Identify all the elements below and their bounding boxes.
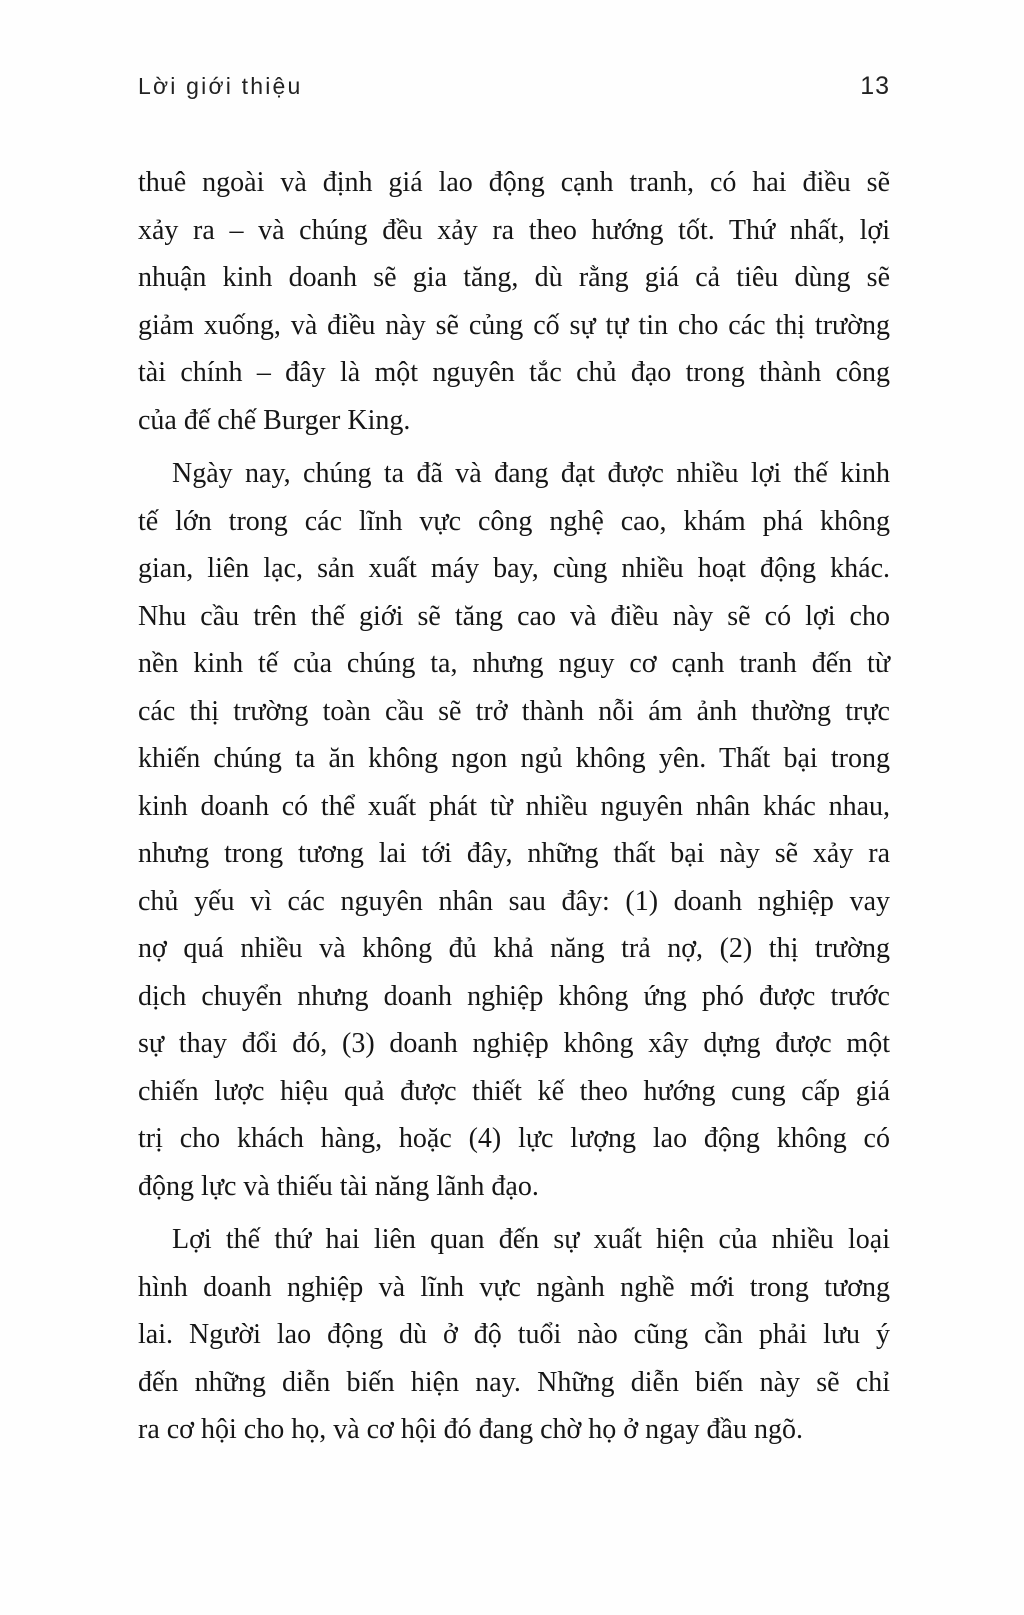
text-line: dịch chuyển nhưng doanh nghiệp không ứng phó được trước [138, 980, 890, 1012]
text-line: của đế chế Burger King. [138, 404, 411, 436]
text-line: tế lớn trong các lĩnh vực công nghệ cao, khám phá không [138, 505, 890, 537]
text-line: Nhu cầu trên thế giới sẽ tăng cao và điều này sẽ có lợi cho [138, 600, 890, 632]
text-line: chiến lược hiệu quả được thiết kế theo hướng cung cấp giá [138, 1075, 890, 1107]
paragraph [138, 450, 890, 1210]
page-header [138, 72, 890, 101]
text-line: trị cho khách hàng, hoặc (4) lực lượng lao động không có [138, 1123, 890, 1154]
paragraph [138, 159, 890, 444]
text-line: các thị trường toàn cầu sẽ trở thành nỗi ám ảnh thường trực [138, 695, 890, 727]
text-line: thuê ngoài và định giá lao động cạnh tranh, có hai điều sẽ [138, 167, 890, 198]
paragraph [138, 1216, 890, 1454]
text-line: ra cơ hội cho họ, và cơ hội đó đang chờ họ ở ngay đầu ngõ. [138, 1414, 803, 1445]
text-line: đến những diễn biến hiện nay. Những diễn biến này sẽ chỉ [138, 1366, 890, 1398]
text-line: xảy ra – và chúng đều xảy ra theo hướng tốt. Thứ nhất, lợi [138, 214, 890, 246]
text-line: gian, liên lạc, sản xuất máy bay, cùng nhiều hoạt động khác. [138, 553, 890, 584]
text-line: nhuận kinh doanh sẽ gia tăng, dù rằng giá cả tiêu dùng sẽ [138, 262, 890, 293]
text-line: lai. Người lao động dù ở độ tuổi nào cũng cần phải lưu ý [138, 1319, 890, 1350]
text-line: động lực và thiếu tài năng lãnh đạo. [138, 1170, 539, 1202]
text-line: chủ yếu vì các nguyên nhân sau đây: (1) doanh nghiệp vay [138, 885, 890, 917]
text-line: khiến chúng ta ăn không ngon ngủ không yên. Thất bại trong [138, 743, 890, 774]
text-line: hình doanh nghiệp và lĩnh vực ngành nghề mới trong tương [138, 1271, 890, 1303]
text-line: tài chính – đây là một nguyên tắc chủ đạo trong thành công [138, 357, 890, 388]
text-line: Lợi thế thứ hai liên quan đến sự xuất hiện của nhiều loại [172, 1224, 890, 1255]
text-line: nền kinh tế của chúng ta, nhưng nguy cơ cạnh tranh đến từ [138, 648, 890, 679]
body-text [138, 159, 890, 1454]
text-line: giảm xuống, và điều này sẽ củng cố sự tự tin cho các thị trường [138, 309, 890, 341]
running-title: Lời giới thiệu [138, 73, 303, 99]
text-line: nhưng trong tương lai tới đây, những thất bại này sẽ xảy ra [138, 838, 890, 869]
text-line: kinh doanh có thể xuất phát từ nhiều nguyên nhân khác nhau, [138, 790, 890, 822]
page-number: 13 [860, 72, 890, 100]
text-line: nợ quá nhiều và không đủ khả năng trả nợ, (2) thị trường [138, 933, 890, 964]
text-line: sự thay đổi đó, (3) doanh nghiệp không xây dựng được một [138, 1028, 890, 1059]
text-line: Ngày nay, chúng ta đã và đang đạt được nhiều lợi thế kinh [172, 458, 890, 489]
